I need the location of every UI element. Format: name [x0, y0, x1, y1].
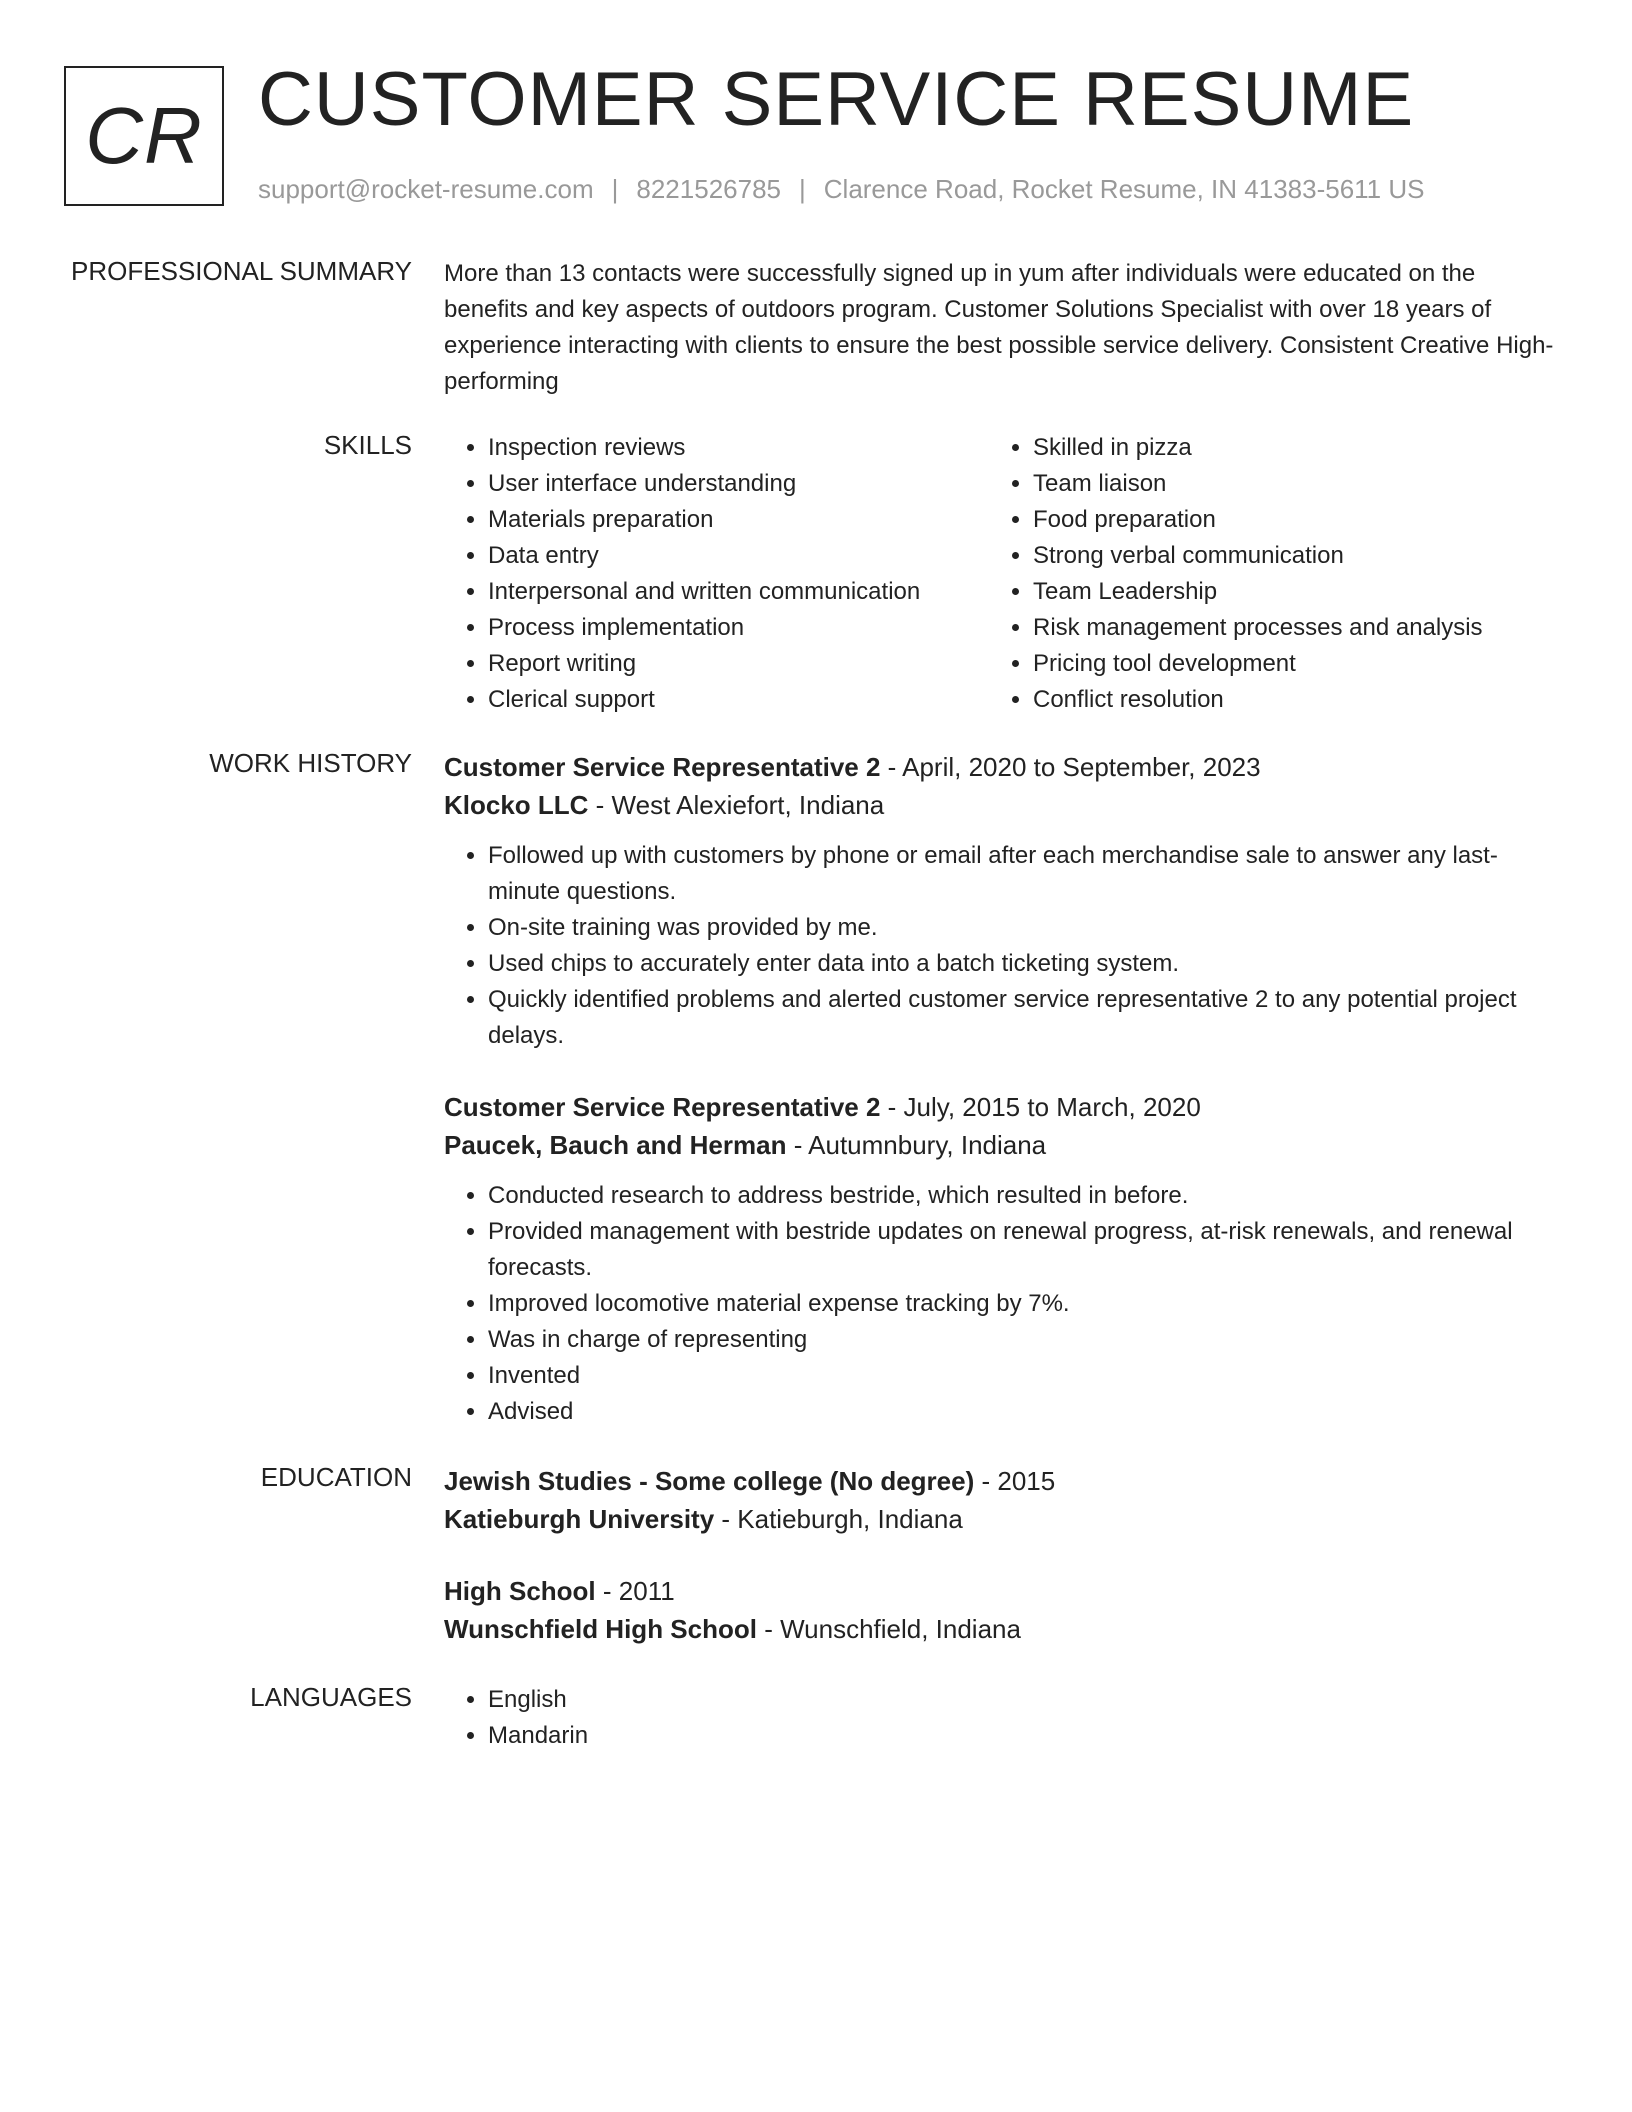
job-location: - Autumnbury, Indiana — [786, 1130, 1047, 1160]
skill-item: • Team Leadership — [1033, 574, 1534, 610]
resume-title: CUSTOMER SERVICE RESUME — [258, 57, 1415, 142]
education-degree-line — [444, 1462, 1564, 1500]
contact-line — [258, 174, 1424, 205]
language-item: • Mandarin — [488, 1718, 1564, 1754]
job-company: Klocko LLC — [444, 790, 589, 820]
education-entry — [444, 1462, 1564, 1538]
education-school-line — [444, 1610, 1564, 1648]
job-dates: - April, 2020 to September, 2023 — [880, 752, 1261, 782]
job-bullet: • Used chips to accurately enter data into a batch ticketing system. — [488, 946, 1564, 982]
job-bullet: • Improved locomotive material expense tracking by 7%. — [488, 1286, 1564, 1322]
skill-item: • Pricing tool development — [1033, 646, 1534, 682]
work-body — [444, 748, 1564, 1430]
skills-list-left — [444, 430, 989, 718]
summary-text: More than 13 contacts were successfully signed up in yum after individuals were educated on the benefits and key aspects of outdoors program. Customer Solutions Specialist with over 18 years of experience interacting with clients to ensure the best possible service delivery. Consistent Creative High-performing — [444, 260, 1554, 395]
job-bullet: • On-site training was provided by me. — [488, 910, 1564, 946]
job-entry — [444, 748, 1564, 1054]
education-entry — [444, 1572, 1564, 1648]
languages-list — [444, 1682, 1564, 1754]
job-bullet: • Provided management with bestride updates on renewal progress, at-risk renewals, and renewal forecasts. — [488, 1214, 1564, 1286]
education-degree: Jewish Studies - Some college (No degree) — [444, 1466, 975, 1496]
summary-label: PROFESSIONAL SUMMARY — [71, 256, 412, 286]
skills-body — [444, 430, 1564, 718]
skill-item: • Data entry — [488, 538, 989, 574]
job-location: - West Alexiefort, Indiana — [588, 790, 885, 820]
job-title-line — [444, 748, 1564, 786]
job-bullet: • Followed up with customers by phone or email after each merchandise sale to answer any last-minute questions. — [488, 838, 1564, 910]
education-degree-line — [444, 1572, 1564, 1610]
contact-separator: | — [799, 174, 806, 204]
work-label: WORK HISTORY — [209, 748, 412, 778]
contact-address: Clarence Road, Rocket Resume, IN 41383-5611 US — [823, 174, 1425, 204]
job-dates: - July, 2015 to March, 2020 — [880, 1092, 1201, 1122]
skill-item: • Risk management processes and analysis — [1033, 610, 1534, 646]
languages-body — [444, 1682, 1564, 1754]
job-bullets — [444, 1178, 1564, 1430]
education-location: - Katieburgh, Indiana — [714, 1504, 963, 1534]
education-school-line — [444, 1500, 1564, 1538]
job-title: Customer Service Representative 2 — [444, 752, 881, 782]
job-bullet: • Advised — [488, 1394, 1564, 1430]
job-bullets — [444, 838, 1564, 1054]
contact-phone: 8221526785 — [636, 174, 781, 204]
skills-list-right — [989, 430, 1534, 718]
skill-item: • Interpersonal and written communication — [488, 574, 989, 610]
job-bullet: • Quickly identified problems and alerted customer service representative 2 to any potential project delays. — [488, 982, 1564, 1054]
job-bullet: • Invented — [488, 1358, 1564, 1394]
contact-separator: | — [611, 174, 619, 204]
skill-item: • Materials preparation — [488, 502, 989, 538]
languages-label: LANGUAGES — [250, 1682, 412, 1712]
job-bullet: • Was in charge of representing — [488, 1322, 1564, 1358]
skill-item: • Skilled in pizza — [1033, 430, 1534, 466]
skills-label: SKILLS — [323, 430, 412, 460]
education-school: Wunschfield High School — [444, 1614, 757, 1644]
job-company: Paucek, Bauch and Herman — [444, 1130, 787, 1160]
skill-item: • Clerical support — [488, 682, 989, 718]
education-body — [444, 1462, 1564, 1648]
skill-item: • Process implementation — [488, 610, 989, 646]
skill-item: • Inspection reviews — [488, 430, 989, 466]
education-location: - Wunschfield, Indiana — [756, 1614, 1021, 1644]
skill-item: • Strong verbal communication — [1033, 538, 1534, 574]
monogram-badge — [64, 66, 224, 206]
job-company-line — [444, 786, 1564, 824]
skill-item: • Conflict resolution — [1033, 682, 1534, 718]
skill-item: • Team liaison — [1033, 466, 1534, 502]
education-school: Katieburgh University — [444, 1504, 715, 1534]
skill-item: • Food preparation — [1033, 502, 1534, 538]
job-entry — [444, 1088, 1564, 1430]
skill-item: • Report writing — [488, 646, 989, 682]
education-year: - 2011 — [595, 1576, 675, 1606]
language-item: • English — [488, 1682, 1564, 1718]
job-title-line — [444, 1088, 1564, 1126]
contact-email: support@rocket-resume.com — [258, 174, 594, 204]
education-year: - 2015 — [974, 1466, 1056, 1496]
job-bullet: • Conducted research to address bestride, which resulted in before. — [488, 1178, 1564, 1214]
job-company-line — [444, 1126, 1564, 1164]
monogram-text: CR — [85, 91, 203, 180]
education-degree: High School — [444, 1576, 596, 1606]
job-title: Customer Service Representative 2 — [444, 1092, 881, 1122]
education-label: EDUCATION — [260, 1462, 412, 1492]
skill-item: • User interface understanding — [488, 466, 989, 502]
